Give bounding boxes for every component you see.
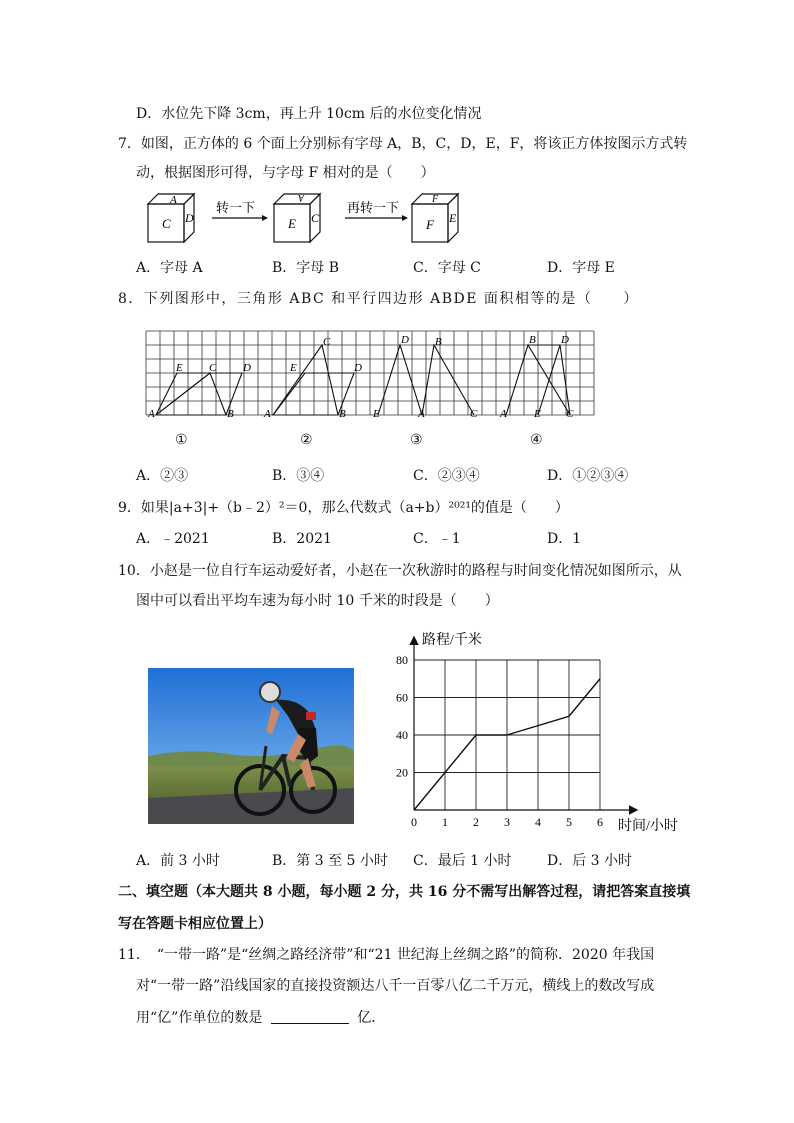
y-tick-label: 40 [396,728,408,742]
arrow1-label: 转一下 [216,200,256,215]
cube-1 [148,194,194,242]
x-tick-label: 4 [535,815,541,829]
svg-text:B: B [227,408,234,420]
q6-option-d: D．水位先下降 3cm，再上升 10cm 后的水位变化情况 [136,106,482,122]
cube3-right-label: E [449,211,457,225]
cube3-front-label: F [426,217,434,232]
svg-text:D: D [243,362,251,374]
section2-heading-line1: 二、填空题（本大题共 8 小题，每小题 2 分，共 16 分不需写出解答过程，请把答案直接填 [118,884,691,900]
arrow2-head [402,215,408,221]
svg-text:E: E [534,408,541,420]
x-tick-label: 1 [442,815,448,829]
cube1-front-label: C [162,216,171,231]
q10-option-c: C．最后 1 小时 [413,853,512,869]
y-tick-label: 20 [396,765,408,780]
chart-tick-labels [396,653,603,829]
q11-stem-line3 [136,1008,385,1028]
q7-cube-figure [140,188,470,250]
q10-distance-time-chart [380,622,700,836]
q10-option-a: A．前 3 小时 [136,853,220,869]
q8-option-b: B．③④ [272,468,325,484]
q8-figure-label-2: ② [300,432,313,448]
svg-text:A: A [418,408,425,420]
x-tick-label: 0 [411,815,417,829]
q11-line3-prefix: 用“亿”作单位的数是 [136,1010,263,1026]
q11-stem-line1: 11． “一带一路”是“丝绸之路经济带”和“21 世纪海上丝绸之路”的简称．2020 年我国 [118,947,655,963]
q8-figure-label-1: ① [175,432,188,448]
x-axis-label: 时间/小时 [618,819,678,834]
fig3-triangle [422,345,474,415]
q7-option-b: B．字母 B [272,260,340,276]
svg-text:C: C [209,362,217,374]
fig4-parallelogram [528,345,560,415]
q10-stem-line2: 图中可以看出平均车速为每小时 10 千米的时段是（ ） [136,593,499,609]
arrow1-head [262,215,268,221]
svg-text:B: B [435,336,442,348]
q10-option-d: D．后 3 小时 [547,853,633,869]
svg-text:B: B [339,408,346,420]
y-tick-label: 80 [396,653,408,667]
y-axis-label: 路程/千米 [422,633,482,648]
svg-text:A: A [148,408,155,420]
cube2-top-label: A [298,193,304,203]
svg-text:C: C [470,408,478,420]
q9-option-a: A．﹣2021 [136,531,210,547]
cube2-right-label: C [311,211,320,225]
arrow2-label: 再转一下 [347,200,400,215]
q7-option-d: D．字母 E [547,260,615,276]
cube-2 [274,193,320,242]
q8-stem: 8．下列图形中，三角形 ABC 和平行四边形 ABDE 面积相等的是（ ） [118,291,639,307]
svg-text:C: C [566,408,574,420]
q8-grid-figure [140,325,600,425]
x-tick-label: 3 [504,815,510,829]
q8-option-c: C．②③④ [413,468,480,484]
cube3-top-label: F [432,194,439,205]
svg-text:D: D [561,334,569,346]
q8-option-d: D．①②③④ [547,468,629,484]
y-tick-label: 60 [396,690,408,705]
svg-text:A: A [264,408,271,420]
q7-option-a: A．字母 A [136,260,203,276]
q9-option-c: C．﹣1 [413,531,461,547]
q11-answer-blank[interactable] [271,1009,349,1024]
q11-line3-suffix: 亿． [357,1010,386,1026]
q7-stem-line2: 动，根据图形可得，与字母 F 相对的是（ ） [136,165,435,181]
cube2-front-label: E [288,216,296,231]
x-tick-label: 2 [473,815,479,829]
q8-option-a: A．②③ [136,468,189,484]
section2-heading-line2: 写在答题卡相应位置上） [118,916,272,932]
x-tick-label: 5 [566,815,572,829]
q10-stem-line1: 10．小赵是一位自行车运动爱好者，小赵在一次秋游时的路程与时间变化情况如图所示，从 [118,563,682,579]
svg-text:E: E [176,362,183,374]
cube1-top-label: A [170,194,177,206]
q8-figure-label-4: ④ [530,432,543,448]
q8-figure-label-3: ③ [410,432,423,448]
q10-option-b: B．第 3 至 5 小时 [272,853,388,869]
q9-stem: 9．如果|a+3|+（b﹣2）²＝0，那么代数式（a+b）²⁰²¹的值是（ ） [118,500,569,516]
cyclist-photo [148,668,354,824]
fig3-parallelogram-part [378,345,422,415]
x-tick-label: 6 [597,815,603,829]
svg-text:C: C [323,336,331,348]
cube-3 [412,194,458,242]
svg-text:D: D [354,362,362,374]
svg-text:A: A [500,408,507,420]
q7-stem-line1: 7．如图，正方体的 6 个面上分别标有字母 A，B，C，D，E，F，将该正方体按图示方式转 [118,136,688,152]
q11-stem-line2: 对“一带一路”沿线国家的直接投资额达八千一百零八亿二千万元，横线上的数改写成 [136,978,655,994]
svg-text:B: B [529,334,536,346]
cube1-right-label: D [185,211,194,225]
q9-option-d: D．1 [547,531,582,547]
svg-text:D: D [401,334,409,346]
svg-text:E: E [373,408,380,420]
q9-option-b: B．2021 [272,531,332,547]
q7-option-c: C．字母 C [413,260,481,276]
svg-text:E: E [290,362,297,374]
